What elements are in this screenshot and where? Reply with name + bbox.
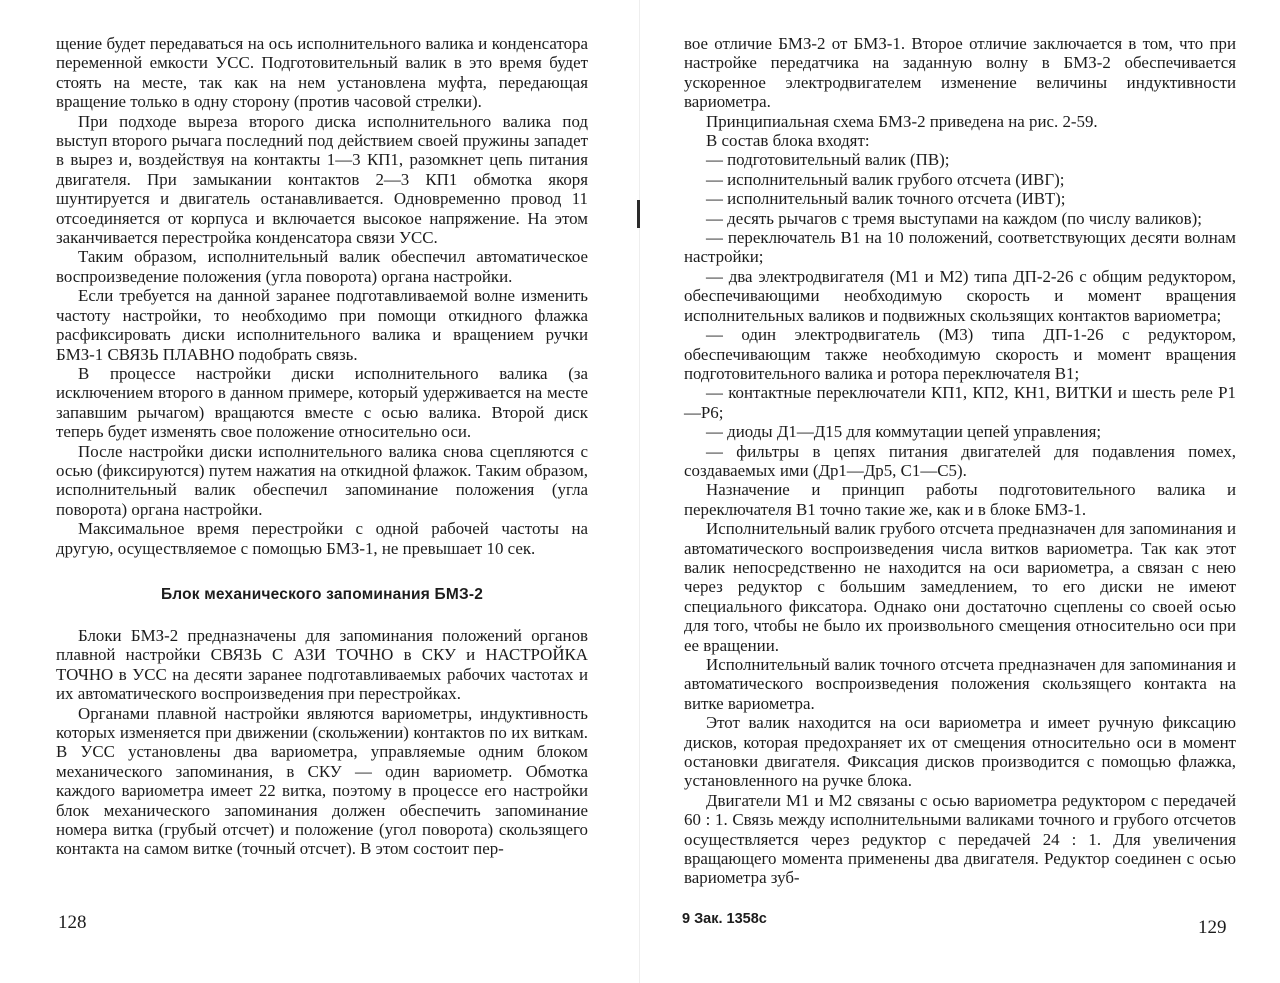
- paragraph: В процессе настройки диски исполнительного валика (за исключением второго в данном примере, который удерживается на месте запавшим рычагом) вращаются вместе с осью валика. Второй диск теперь будет изменять свое положение относительно оси.: [56, 363, 588, 442]
- list-item: — десять рычагов с тремя выступами на каждом (по числу валиков);: [706, 208, 1202, 228]
- paragraph: Исполнительный валик грубого отсчета предназначен для запоминания и автоматического воспроизведения числа витков вариометра. Так как этот валик непосредственно не находится на оси вариометра, а связан с нею через редуктор с большим замедлением, то его диски не имеют специального фиксатора. Однако они достаточно сцеплены со своей осью для того, чтобы не было их произвольного смещения относительно оси при ее вращении.: [684, 519, 1236, 655]
- page-number-left: 128: [58, 912, 87, 933]
- left-text-column: [56, 34, 588, 859]
- right-text-column: [684, 34, 1236, 888]
- section-heading: Блок механического запоминания БМЗ-2: [160, 585, 484, 603]
- paragraph: вое отличие БМЗ-2 от БМЗ-1. Второе отличие заключается в том, что при настройке передатчика на заданную волну в БМЗ-2 обеспечивается ускоренное электродвигателем изменение величины индуктивности вариометра.: [684, 34, 1236, 112]
- list-item: — диоды Д1—Д15 для коммутации цепей управления;: [706, 422, 1102, 442]
- paragraph: В состав блока входят:: [706, 131, 870, 151]
- paragraph: При подходе выреза второго диска исполнительного валика под выступ второго рычага последний под действием своей пружины западет в вырез и, воздействуя на контакты 1—3 КП1, разомкнет цепь питания двигателя. При замыкании контактов 2—3 КП1 обмотка якоря шунтируется и двигатель останавливается. Одновременно провод 11 отсоединяется от корпуса и включается высокое напряжение. На этом заканчивается перестройка конденсатора связи УСС.: [56, 111, 588, 248]
- left-paragraphs-top: [56, 34, 588, 558]
- paragraph: Исполнительный валик точного отсчета предназначен для запоминания и автоматического воспроизведения положения скользящего контакта на витке вариометра.: [684, 655, 1236, 713]
- paragraph: Этот валик находится на оси вариометра и имеет ручную фиксацию дисков, которая предохраняет их от смещения относительно оси в момент остановки двигателя. Фиксация дисков производится с помощью флажка, установленного на ручке блока.: [684, 713, 1236, 791]
- left-paragraphs-bottom: [56, 626, 588, 859]
- paragraph: Если требуется на данной заранее подготавливаемой волне изменить частоту настройки, то необходимо при помощи откидного флажка расфиксировать диски исполнительного валика и вращением ручки БМЗ-1 СВЯЗЬ ПЛАВНО подобрать связь.: [56, 286, 588, 364]
- list-item: — исполнительный валик точного отсчета (ИВТ);: [706, 189, 1066, 209]
- list-item: — подготовительный валик (ПВ);: [706, 150, 950, 170]
- paragraph: Блоки БМЗ-2 предназначены для запоминания положений органов плавной настройки СВЯЗЬ С АЗИ ТОЧНО в СКУ и НАСТРОЙКА ТОЧНО в УСС на десяти заранее подготавливаемых рабочих частотах и их автоматического воспроизведения при перестройках.: [56, 625, 588, 704]
- paragraph: Таким образом, исполнительный валик обеспечил автоматическое воспроизведение положения (угла поворота) органа настройки.: [56, 247, 588, 286]
- paragraph: Принципиальная схема БМЗ-2 приведена на рис. 2-59.: [706, 111, 1098, 131]
- list-item: — два электродвигателя (М1 и М2) типа ДП-2-26 с общим редуктором, обеспечивающими необходимую скорость и момент вращения исполнительных валиков и подвижных скользящих контактов вариометра;: [684, 266, 1236, 325]
- paragraph: Органами плавной настройки являются вариометры, индуктивность которых изменяется при движении (скольжении) контактов по их виткам. В УСС установлены два вариометра, управляемые одним блоком механического запоминания, в СКУ — один вариометр. Обмотка каждого вариометра имеет 22 витка, поэтому в процессе его настройки блок механического запоминания должен обеспечить запоминание номера витка (грубый отсчет) и положение (угол поворота) скользящего контакта на самом витке (точный отсчет). В этом состоит пер-: [56, 703, 588, 859]
- list-item: — фильтры в цепях питания двигателей для подавления помех, создаваемых ими (Др1—Др5, С1—С5).: [684, 441, 1236, 480]
- signature-mark: 9 Зак. 1358с: [682, 911, 767, 927]
- right-paragraphs-bottom: [684, 480, 1236, 888]
- right-paragraphs-top: [684, 34, 1236, 150]
- component-list: [684, 150, 1236, 480]
- paragraph: Двигатели М1 и М2 связаны с осью вариометра редуктором с передачей 60 : 1. Связь между исполнительными валиками точного и грубого отсчетов осуществляется через редуктор с передачей 24 : 1. Для увеличения вращающего момента применены два двигателя. Редуктор соединен с осью вариометра зуб-: [684, 790, 1236, 888]
- right-page: [640, 0, 1280, 983]
- paragraph: Максимальное время перестройки с одной рабочей частоты на другую, осуществляемое с помощью БМЗ-1, не превышает 10 сек.: [56, 519, 588, 558]
- list-item: — один электродвигатель (М3) типа ДП-1-26 с редуктором, обеспечивающим также необходимую скорость и момент вращения подготовительного валика и ротора переключателя В1;: [684, 325, 1236, 383]
- page-number-right: 129: [1198, 917, 1227, 938]
- paragraph: После настройки диски исполнительного валика снова сцепляются с осью (фиксируются) путем нажатия на откидной флажок. Таким образом, исполнительный валик обеспечил запоминание положения (угла поворота) органа настройки.: [56, 441, 588, 519]
- list-item: — исполнительный валик грубого отсчета (ИВГ);: [706, 169, 1065, 189]
- paragraph: Назначение и принцип работы подготовительного валика и переключателя В1 точно такие же, как и в блоке БМЗ-1.: [684, 480, 1236, 519]
- list-item: — контактные переключатели КП1, КП2, КН1, ВИТКИ и шесть реле Р1—Р6;: [684, 383, 1236, 422]
- list-item: — переключатель В1 на 10 положений, соответствующих десяти волнам настройки;: [684, 228, 1236, 267]
- paragraph: щение будет передаваться на ось исполнительного валика и конденсатора переменной емкости УСС. Подготовительный валик в это время будет стоять на месте, так как на нем установлена муфта, передающая вращение только в одну сторону (против часовой стрелки).: [56, 34, 588, 112]
